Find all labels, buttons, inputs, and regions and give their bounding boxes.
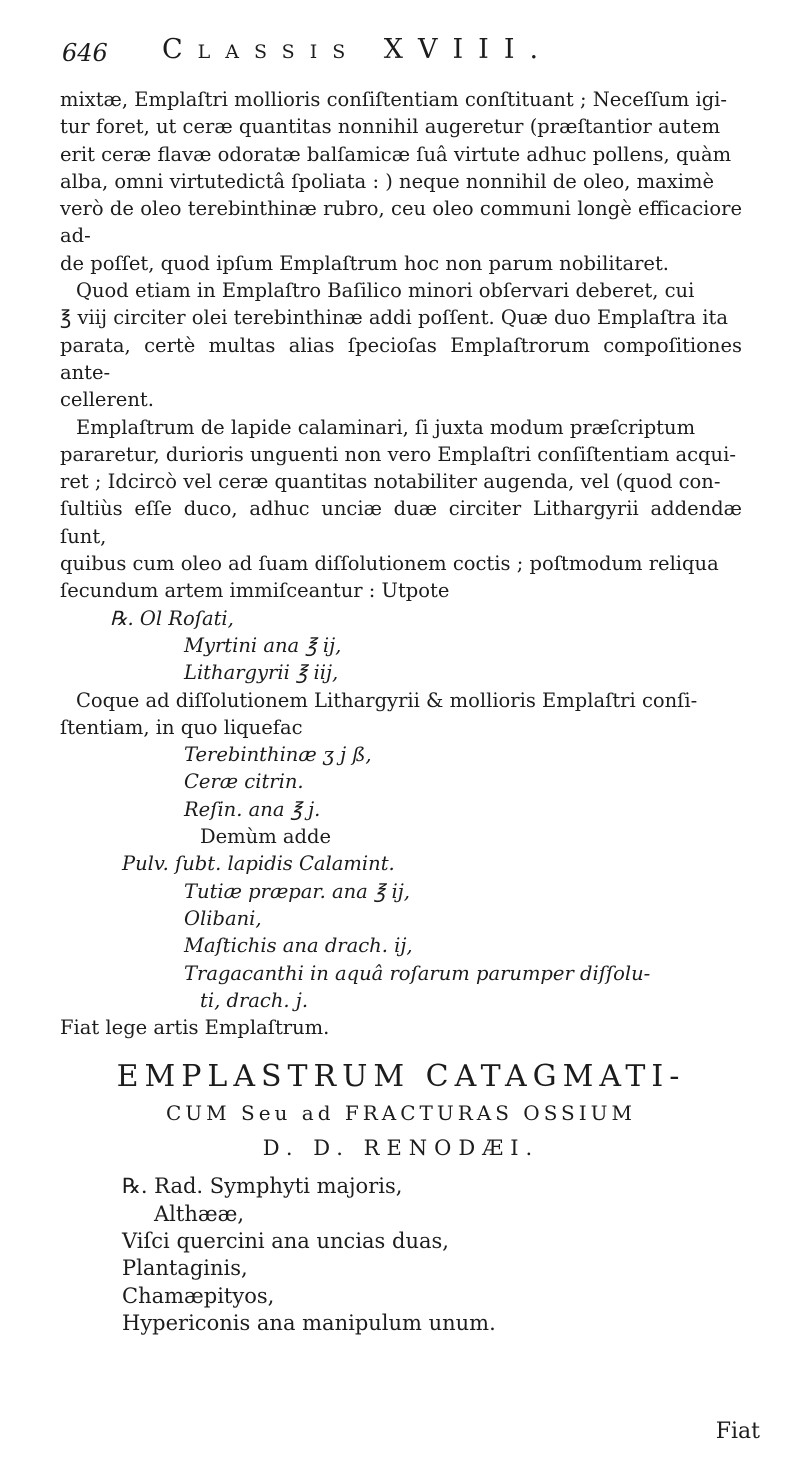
recipe-line: Fiat lege artis Emplaſtrum. [60,1016,330,1040]
text-line: ſtentiam, in quo liquefac [60,715,303,739]
paragraph-2 [60,277,742,413]
recipe-line: Olibani, [184,906,262,930]
text-line: quibus cum oleo ad ſuam diſſolutionem coctis ; poſtmodum reliqua [60,552,719,576]
text-line: ret ; Idcircò vel ceræ quantitas notabiliter augenda, vel (quod con- [60,470,721,494]
recipe-line: Tragacanthi in aquâ roſarum parumper diſſolu- [184,961,651,985]
text-line: Quod etiam in Emplaſtro Baſilico minori obſervari deberet, cui [76,279,695,303]
recipe-line: Tutiæ præpar. ana ℥ ij, [184,879,410,903]
text-line: Emplaſtrum de lapide calaminari, ſi juxta modum præſcriptum [76,415,696,439]
text-line: cellerent. [60,388,154,412]
catchword: Fiat [715,1419,760,1444]
text-line: parata, certè multas alias ſpecioſas Emplaſtrorum compoſitiones ante- [60,333,742,384]
recipe-line: ℞. Ol Roſati, [110,606,234,630]
recipe-line: Maſtichis ana drach. ij, [184,934,413,958]
recipe-line: Hypericonis ana manipulum unum. [122,1310,496,1335]
text-line: ſultiùs eſſe duco, adhuc unciæ duæ circiter Lithargyrii addendæ ſunt, [60,497,742,548]
text-line: alba, omni virtutedictâ ſpoliata : ) neque nonnihil de oleo, maximè [60,169,715,193]
paragraph-3 [60,414,742,605]
recipe-line: Chamæpityos, [122,1283,275,1308]
text-line: erit ceræ flavæ odoratæ balſamicæ ſuâ virtute adhuc pollens, quàm [60,142,732,166]
recipe-line: Pulv. ſubt. lapidis Calamint. [122,852,395,876]
text-line: Coque ad diſſolutionem Lithargyrii & mollioris Emplaſtri conſi- [76,688,698,712]
section-title-author: D. D. RENODÆI. [262,1136,540,1161]
paragraph-4 [60,687,742,742]
text-line: verò de oleo terebinthinæ rubro, ceu oleo communi longè efficaciore ad- [60,197,742,248]
recipe-line: ℞. Rad. Symphyti majoris, [122,1174,403,1199]
recipe-line: Demùm adde [200,825,332,849]
page-number: 646 [62,39,108,67]
text-line: ſecundum artem immiſceantur : Utpote [60,579,450,603]
running-title: Classis XVIII. [162,34,554,65]
recipe-block-1a [60,605,742,687]
text-line: mixtæ, Emplaſtri mollioris conſiſtentiam conſtituant ; Neceſſum igi- [60,88,728,111]
recipe-block-1b [60,741,742,1041]
recipe-line: Plantaginis, [122,1256,248,1281]
text-line: tur foret, ut ceræ quantitas nonnihil augeretur (præſtantior autem [60,115,721,139]
recipe-line: Lithargyrii ℥ iij, [184,661,339,685]
recipe-line: Viſci quercini ana uncias duas, [122,1228,449,1253]
recipe-line: Ceræ citrin. [184,770,304,794]
text-line: de poſſet, quod ipſum Emplaſtrum hoc non parum nobilitaret. [60,251,669,275]
recipe-line: Myrtini ana ℥ ij, [184,633,342,657]
paragraph-1 [60,86,742,277]
text-line: ℥ viij circiter olei terebinthinæ addi poſſent. Quæ duo Emplaſtra ita [60,306,728,330]
page-header [60,34,742,86]
recipe-line: Terebinthinæ ʒ j ß, [184,743,372,767]
recipe-block-2 [122,1173,742,1337]
recipe-line: Althææ, [154,1201,244,1226]
section-title-sub: CUM Seu ad FRACTURAS OSSIUM [166,1101,636,1126]
section-title [60,1057,742,1167]
text-line: pararetur, durioris unguenti non vero Emplaſtri conſiſtentiam acqui- [60,442,736,466]
recipe-line: ti, drach. j. [200,988,309,1012]
section-title-main: EMPLASTRUM CATAGMATI- [116,1059,686,1095]
recipe-line: Reſin. ana ℥ j. [184,797,321,821]
